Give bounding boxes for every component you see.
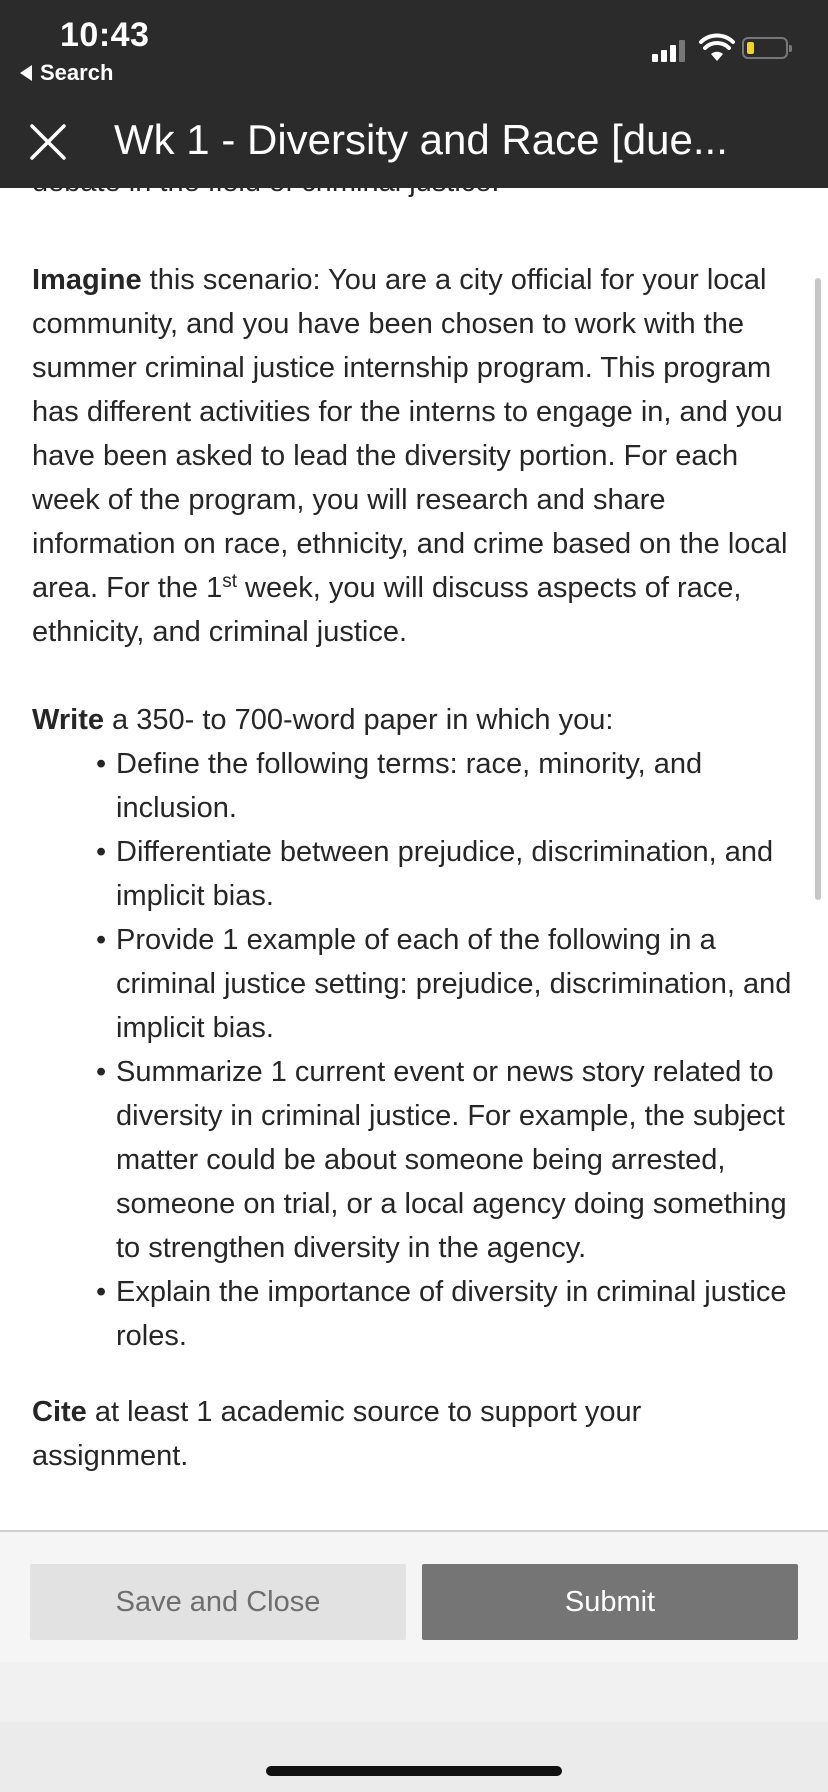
close-icon[interactable] xyxy=(26,120,70,164)
bullet-icon: • xyxy=(96,924,107,956)
assignment-content[interactable] xyxy=(0,188,828,1530)
scenario-text: this scenario: You are a city official for your local community, and you have been chosen to work with the summer criminal justice internship program. This program has different activities for the interns to engage in, and you have been asked to lead the diversity portion. For each week of the program, you will research and share information on race, ethnicity, and crime based on the local area. For the 1 xyxy=(32,264,788,604)
save-and-close-button[interactable]: Save and Close xyxy=(30,1564,406,1640)
bullet-icon: • xyxy=(96,1276,107,1308)
battery-icon xyxy=(742,37,788,59)
list-item: • Summarize 1 current event or news story related to diversity in criminal justice. For example, the subject matter could be about someone being arrested, someone on trial, or a local agency doing something to strengthen diversity in the agency. xyxy=(96,1050,806,1270)
cite-keyword: Cite xyxy=(32,1396,87,1428)
scenario-text-end: week, you will discuss aspects of race, ethnicity, and criminal justice. xyxy=(32,572,742,648)
scrollbar[interactable] xyxy=(815,278,821,900)
bullet-icon: • xyxy=(96,1056,107,1088)
submit-button[interactable]: Submit xyxy=(422,1564,798,1640)
back-label: Search xyxy=(40,60,114,85)
signal-icon xyxy=(652,38,688,62)
write-keyword: Write xyxy=(32,704,104,736)
cite-text: at least 1 academic source to support your assignment. xyxy=(32,1396,642,1472)
cite-paragraph xyxy=(32,1390,802,1478)
scenario-paragraph xyxy=(32,258,802,654)
write-text: a 350- to 700-word paper in which you: xyxy=(103,704,614,736)
scenario-keyword: Imagine xyxy=(32,264,142,296)
list-item: • Explain the importance of diversity in criminal justice roles. xyxy=(96,1270,806,1358)
bullet-icon: • xyxy=(96,748,107,780)
action-footer xyxy=(0,1530,828,1662)
back-to-search-link[interactable] xyxy=(20,60,113,86)
app-header xyxy=(0,96,828,188)
ordinal-suffix: st xyxy=(222,571,237,592)
write-paragraph xyxy=(32,698,802,742)
page-title: Wk 1 - Diversity and Race [due... xyxy=(114,116,728,163)
back-arrow-icon xyxy=(20,65,32,81)
bullet-icon: • xyxy=(96,836,107,868)
status-bar xyxy=(0,0,828,96)
home-indicator[interactable] xyxy=(266,1766,562,1776)
status-time: 10:43 xyxy=(60,16,150,54)
list-item: • Differentiate between prejudice, discrimination, and implicit bias. xyxy=(96,830,806,918)
requirements-list xyxy=(96,742,806,1358)
wifi-icon xyxy=(700,36,734,62)
list-item: • Define the following terms: race, minority, and inclusion. xyxy=(96,742,806,830)
list-item: • Provide 1 example of each of the following in a criminal justice setting: prejudice, discrimination, and implicit bias. xyxy=(96,918,806,1050)
